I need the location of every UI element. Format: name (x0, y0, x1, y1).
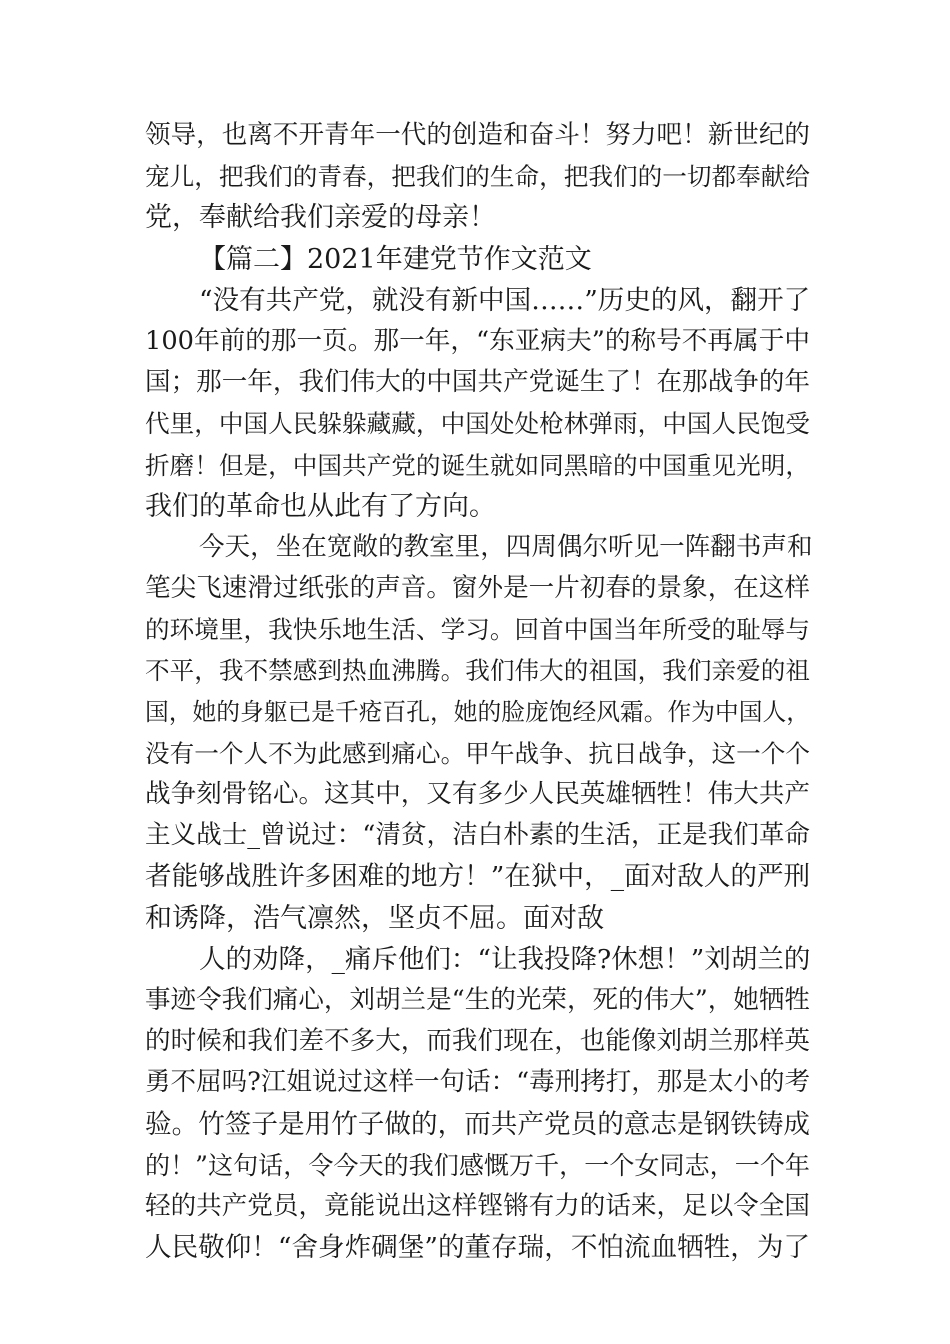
text-line: 勇不屈吗?江姐说过这样一句话：“毒刑拷打，那是太小的考 (145, 1067, 811, 1098)
text-line: 者能够战胜许多困难的地方！”在狱中，_面对敌人的严刑 (145, 861, 811, 893)
text-line: 事迹令我们痛心，刘胡兰是“生的光荣，死的伟大”，她牺牲 (145, 984, 810, 1015)
text-line: 宠儿，把我们的青春，把我们的生命，把我们的一切都奉献给 (145, 162, 810, 192)
text-line: 【篇二】2021年建党节作文范文 (199, 243, 592, 275)
text-line: 的时候和我们差不多大，而我们现在，也能像刘胡兰那样英 (145, 1026, 810, 1057)
text-line: 轻的共产党员，竟能说出这样铿锵有力的话来，足以令全国 (145, 1190, 810, 1221)
text-line: 100年前的那一页。那一年，“东亚病夫”的称号不再属于中 (145, 325, 810, 356)
text-line: 和诱降，浩气凛然，坚贞不屈。面对敌 (145, 902, 604, 934)
text-line: 不平，我不禁感到热血沸腾。我们伟大的祖国，我们亲爱的祖 (145, 656, 810, 686)
text-line: 笔尖飞速滑过纸张的声音。窗外是一片初春的景象，在这样 (145, 573, 810, 604)
text-line: 国，她的身躯已是千疮百孔，她的脸庞饱经风霜。作为中国人， (145, 697, 811, 726)
text-line: 党，奉献给我们亲爱的母亲！ (145, 202, 496, 234)
document-body (145, 115, 813, 1268)
text-line: 战争刻骨铭心。这其中，又有多少人民英雄牺牲！伟大共产 (145, 779, 810, 809)
text-line: 人民敬仰！“舍身炸碉堡”的董存瑞，不怕流血牺牲，为了 (145, 1232, 810, 1264)
text-line: 国；那一年，我们伟大的中国共产党诞生了！在那战争的年 (145, 367, 810, 398)
text-line: 折磨！但是，中国共产党的诞生就如同黑暗的中国重见光明， (145, 450, 810, 480)
text-line: “没有共产党，就没有新中国……”历史的风，翻开了 (199, 284, 811, 316)
text-line: 人的劝降，_痛斥他们：“让我投降?休想！”刘胡兰的 (199, 943, 811, 975)
text-line: 验。竹签子是用竹子做的，而共产党员的意志是钢铁铸成 (145, 1108, 810, 1140)
text-line: 没有一个人不为此感到痛心。甲午战争、抗日战争，这一个个 (145, 738, 810, 768)
text-line: 的环境里，我快乐地生活、学习。回首中国当年所受的耻辱与 (145, 615, 810, 645)
text-line: 领导，也离不开青年一代的创造和奋斗！努力吧！新世纪的 (145, 120, 810, 150)
text-line: 主义战士_曾说过：“清贫，洁白朴素的生活，正是我们革命 (145, 820, 810, 851)
text-line: 我们的革命也从此有了方向。 (145, 490, 496, 522)
text-line: 的！”这句话，令今天的我们感慨万千，一个女同志，一个年 (145, 1150, 810, 1180)
text-line: 代里，中国人民躲躲藏藏，中国处处枪林弹雨，中国人民饱受 (145, 409, 810, 439)
text-line: 今天，坐在宽敞的教室里，四周偶尔听见一阵翻书声和 (199, 531, 813, 562)
